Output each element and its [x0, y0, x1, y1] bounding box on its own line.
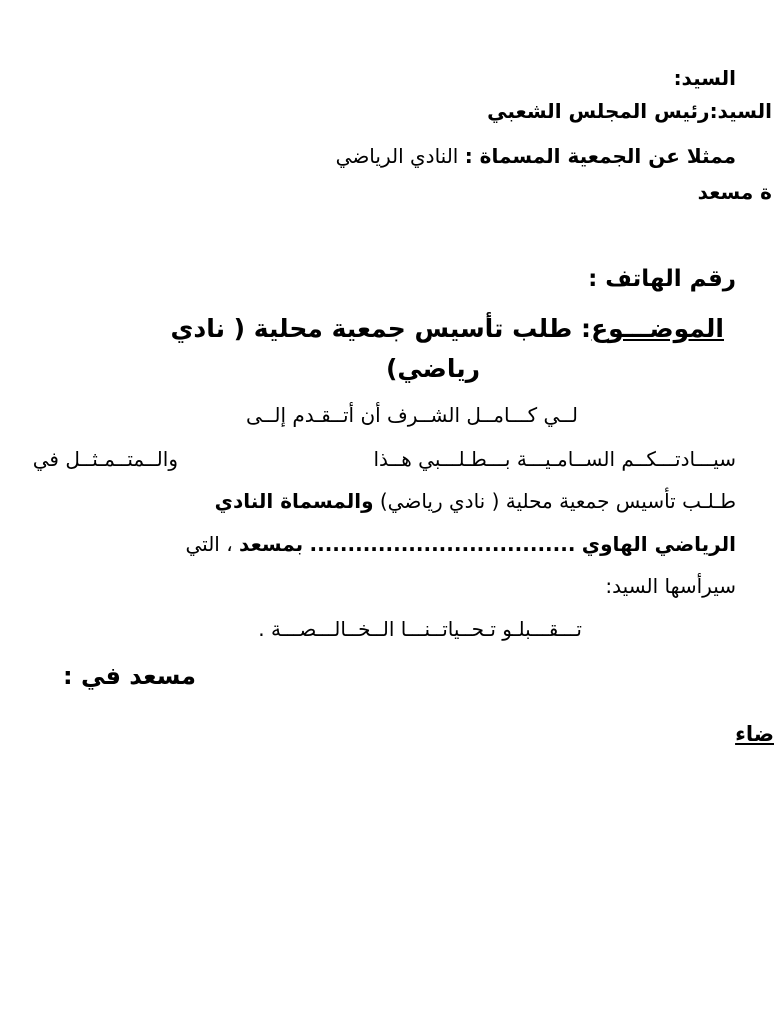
body-line-2b: والــمتــمـثــل في	[32, 447, 178, 471]
president-prefix: السيد:	[709, 99, 772, 123]
dots-placeholder: ...................................	[309, 532, 576, 556]
subject-line-2: رياضي)	[385, 354, 480, 383]
club-name: الرياضي الهاوي	[581, 532, 736, 556]
subject-line	[170, 316, 724, 341]
president-line	[487, 101, 772, 121]
addressee-label: السيد:	[673, 66, 736, 90]
phone-label: رقم الهاتف :	[588, 266, 736, 292]
place-date: مسعد في :	[63, 662, 196, 690]
body-line-4-end: ، التي	[185, 532, 233, 556]
body-line-4	[186, 534, 737, 554]
subject-text: : طلب تأسيس جمعية محلية ( نادي	[170, 314, 592, 343]
body-line-5: سيرأسها السيد:	[605, 574, 736, 598]
body-line-3	[215, 491, 736, 511]
city-name: بمسعد	[239, 532, 304, 556]
location-fragment: ة مسعد	[697, 180, 772, 204]
body-line-1: لــي كـــامــل الشــرف أن أتــقـدم إلــى	[245, 403, 578, 427]
body-line-2a: سيـــادتـــكــم الســامـيـــة بـــطـلـــبي هــذا	[373, 447, 736, 471]
represent-label: ممثلا عن الجمعية المسماة :	[464, 144, 736, 168]
body-line-3-bold: والمسماة النادي	[214, 489, 374, 513]
addressee-line	[674, 68, 736, 88]
represent-line	[336, 146, 736, 166]
president-title: رئيس المجلس الشعبي	[487, 99, 710, 123]
represent-value: النادي الرياضي	[335, 144, 459, 168]
closing-greeting: تـــقـــبلـو تـحــياتــنـــا الــخــالـــصـــة .	[258, 617, 582, 641]
subject-label: الموضـــوع	[591, 314, 724, 343]
signature-label: ضاء	[735, 722, 774, 746]
body-line-3-text: طـلـب تأسيس جمعية محلية ( نادي رياضي)	[379, 489, 736, 513]
